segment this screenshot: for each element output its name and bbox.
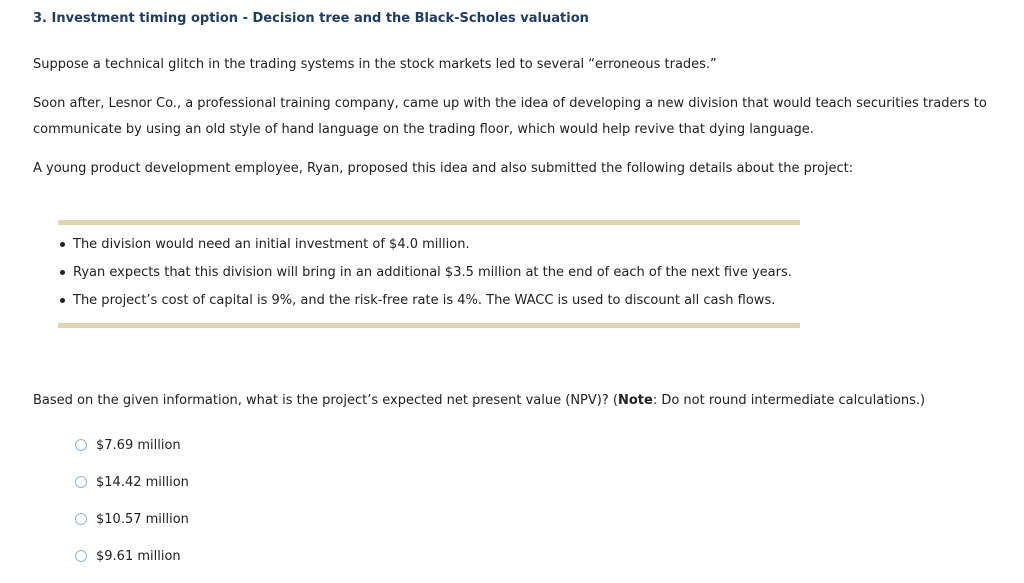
company-paragraph-line-2: communicate by using an old style of hand language on the trading floor, which would help revive that dying language. xyxy=(33,122,814,137)
answer-option-label: $10.57 million xyxy=(96,511,189,527)
answer-option-1[interactable] xyxy=(75,436,181,454)
note-label: Note xyxy=(617,393,653,408)
answer-option-3[interactable] xyxy=(75,510,189,528)
question-text-after: : Do not round intermediate calculations.) xyxy=(652,393,926,408)
detail-cost-of-capital: The project’s cost of capital is 9%, and the risk-free rate is 4%. The WACC is used to discount all cash flows. xyxy=(60,293,775,308)
project-details-box xyxy=(58,220,800,328)
radio-button-icon[interactable] xyxy=(75,476,87,488)
npv-question xyxy=(33,388,925,414)
detail-annual-cash-flow: Ryan expects that this division will bring in an additional $3.5 million at the end of each of the next five years. xyxy=(60,265,792,280)
company-paragraph-line-1: Soon after, Lesnor Co., a professional training company, came up with the idea of developing a new division that would teach securities traders to xyxy=(33,96,987,111)
answer-option-label: $7.69 million xyxy=(96,437,181,453)
detail-initial-investment: The division would need an initial investment of $4.0 million. xyxy=(60,237,470,252)
proposal-paragraph: A young product development employee, Ryan, proposed this idea and also submitted the following details about the project: xyxy=(33,161,854,176)
radio-button-icon[interactable] xyxy=(75,439,87,451)
radio-button-icon[interactable] xyxy=(75,513,87,525)
answer-option-label: $9.61 million xyxy=(96,548,181,564)
question-text-before: Based on the given information, what is the project’s expected net present value (NPV)? ( xyxy=(33,393,618,408)
answer-option-4[interactable] xyxy=(75,547,181,565)
question-title: 3. Investment timing option - Decision tree and the Black-Scholes valuation xyxy=(33,11,589,26)
intro-paragraph: Suppose a technical glitch in the trading systems in the stock markets led to several “erroneous trades.” xyxy=(33,57,717,72)
company-paragraph xyxy=(33,91,987,143)
answer-option-label: $14.42 million xyxy=(96,474,189,490)
answer-option-2[interactable] xyxy=(75,473,189,491)
radio-button-icon[interactable] xyxy=(75,550,87,562)
